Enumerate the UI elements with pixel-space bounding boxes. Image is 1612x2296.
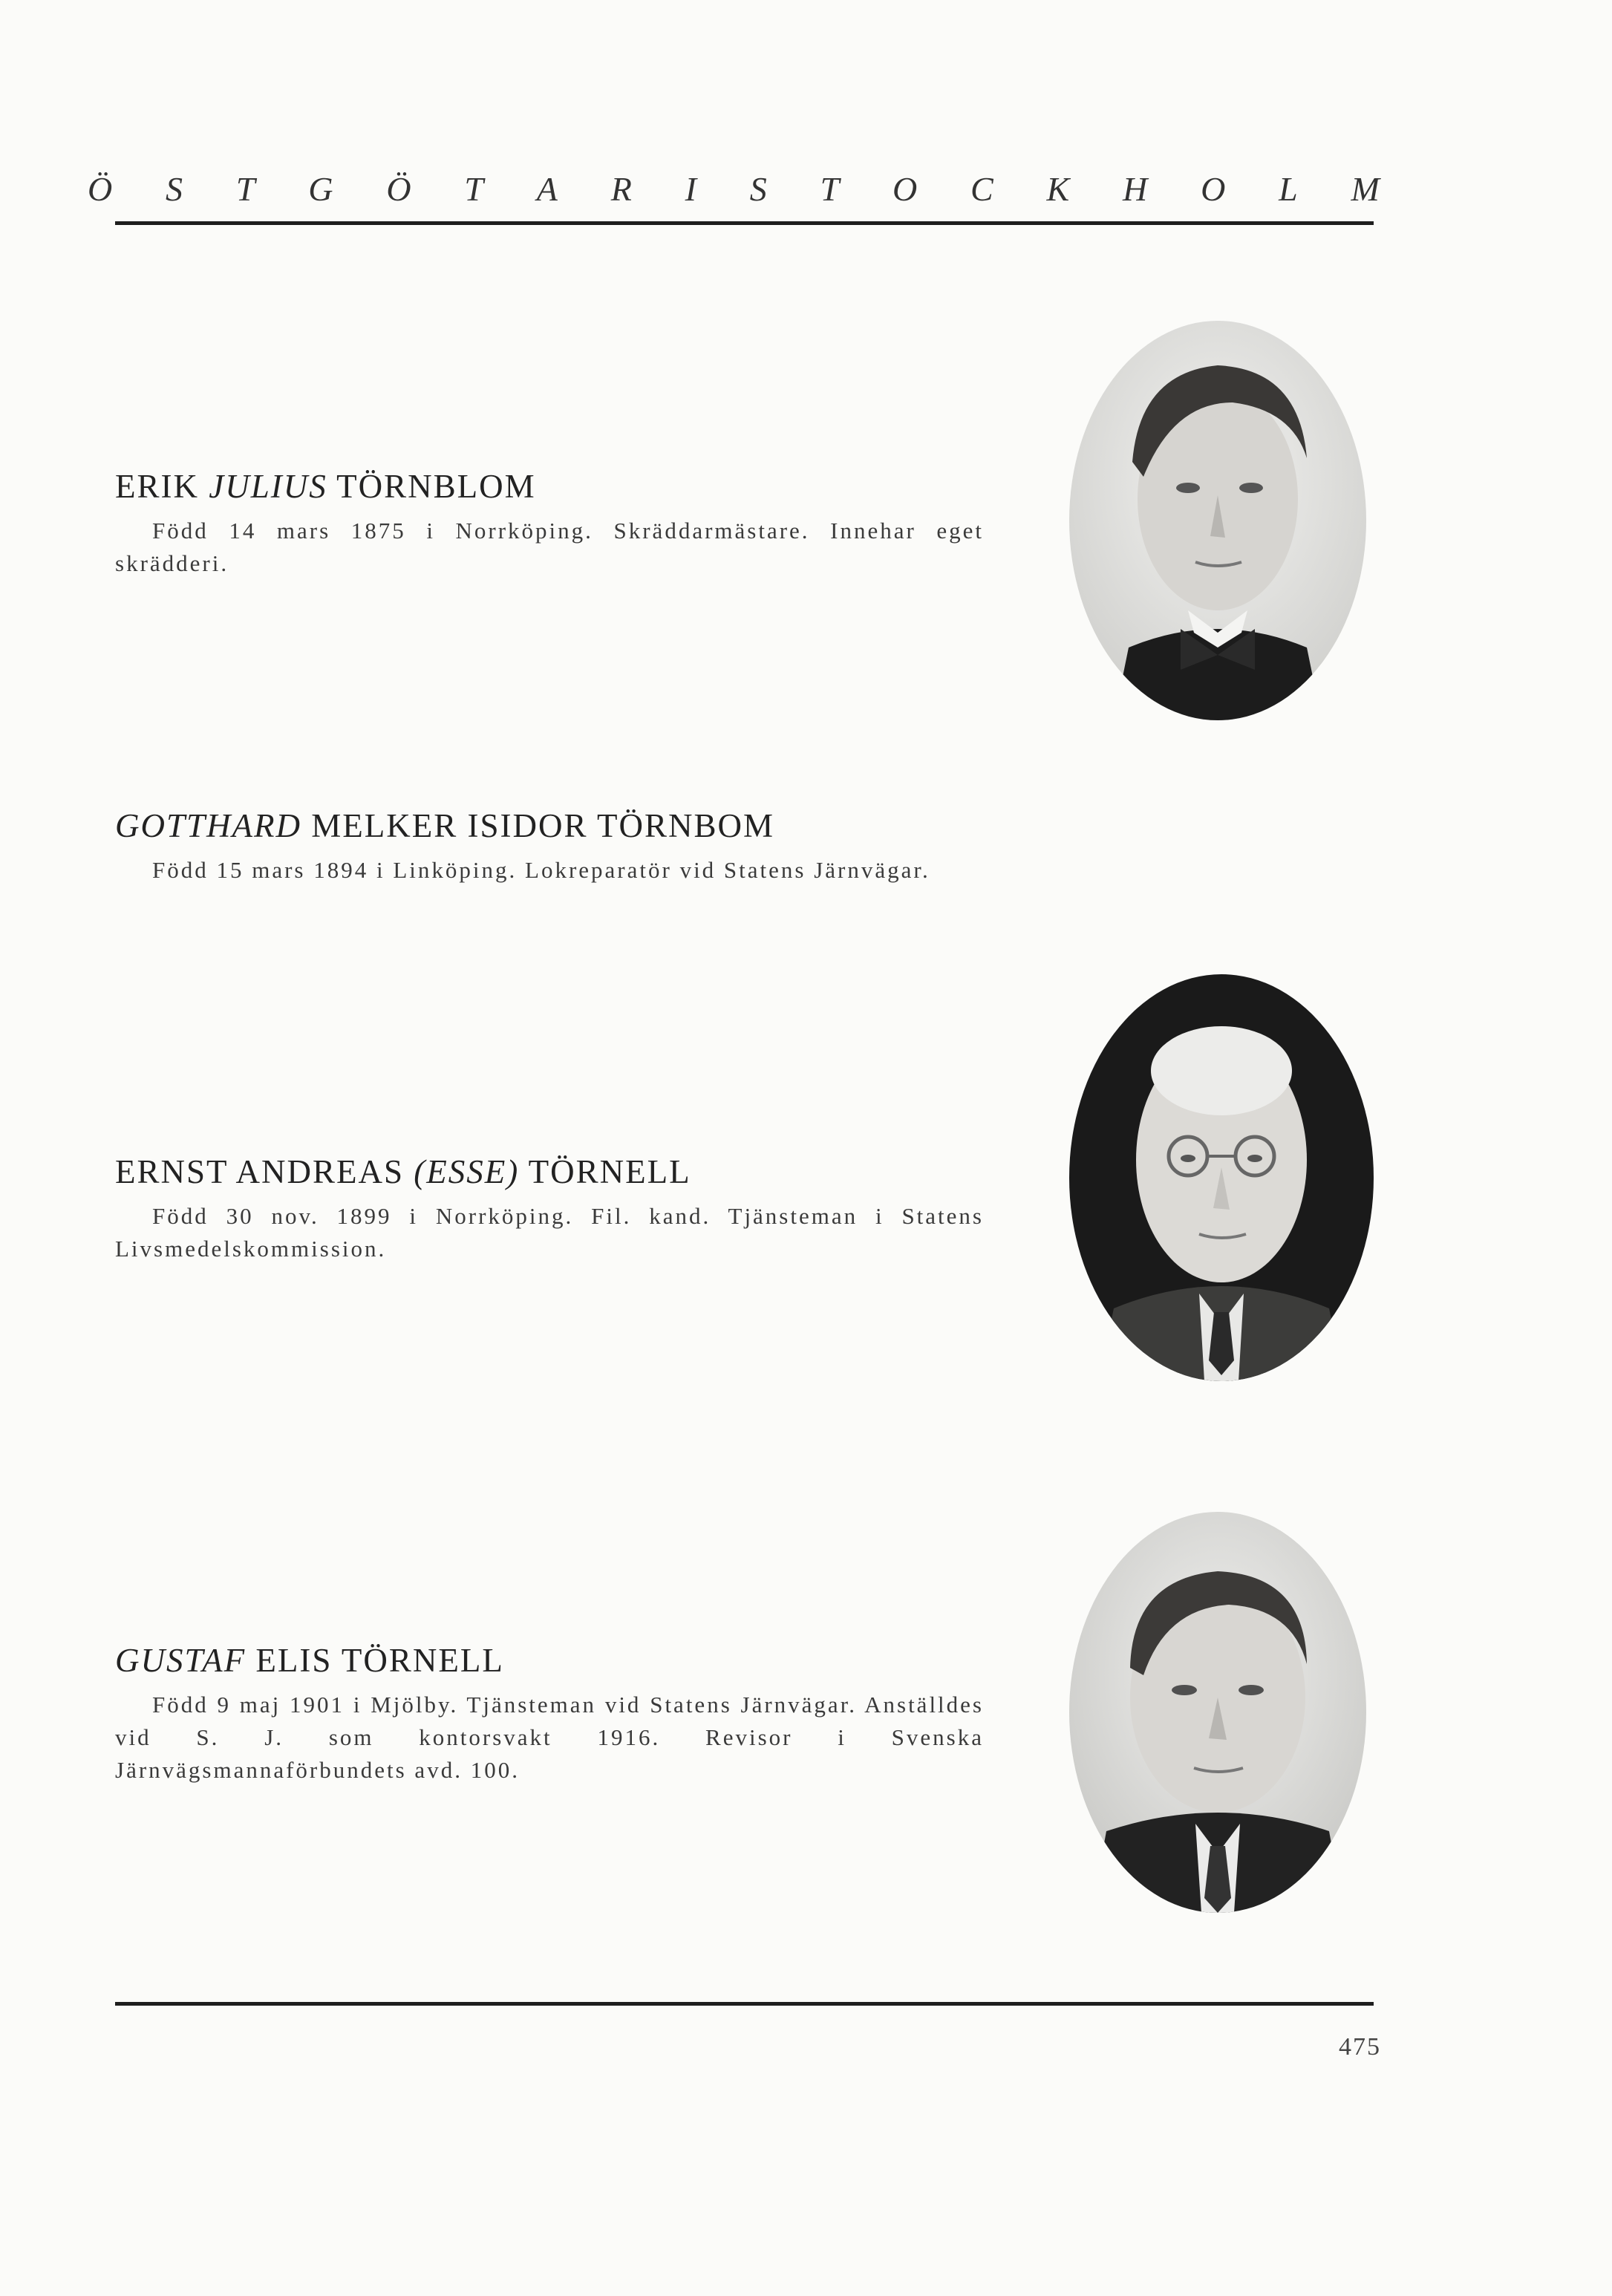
portrait-photo [1069,974,1374,1381]
header-rule [115,221,1374,225]
header-letter: A [536,170,558,208]
portrait-photo [1069,1512,1366,1913]
header-letter: O [1201,170,1226,208]
entry-text: Född 30 nov. 1899 i Norrköping. Fil. kand. Tjänsteman i Statens Livsmedelskommission. [115,1203,984,1262]
header-letter: L [1279,170,1298,208]
entry-text: Född 9 maj 1901 i Mjölby. Tjänsteman vid Statens Järnvägar. Anställdes vid S. J. som kontorsvakt 1916. Revisor i Svenska Järnvägsmannaförbundets avd. 100. [115,1692,984,1783]
running-header [88,169,1380,209]
name-part: ERNST ANDREAS [115,1153,414,1190]
header-letter: M [1351,170,1380,208]
name-part: ERIK [115,468,209,505]
header-letter: R [610,170,632,208]
header-letter: T [820,170,840,208]
portrait-photo [1069,321,1366,720]
header-letter: O [892,170,918,208]
footer-rule [115,2002,1374,2006]
entry-name [115,1638,984,1683]
entry-name [115,1149,984,1194]
header-letter: T [464,170,483,208]
header-letter: Ö [88,170,113,208]
header-letter: I [685,170,696,208]
biography-entry [115,1638,984,1787]
entry-name [115,464,984,509]
name-part-italic: JULIUS [209,468,327,505]
header-letter: H [1123,170,1148,208]
name-part-italic: (ESSE) [414,1153,520,1190]
page-number: 475 [1339,2033,1381,2061]
biography-entry [115,1149,984,1265]
header-letter: G [308,170,333,208]
name-part: MELKER ISIDOR TÖRNBOM [301,807,774,844]
header-letter: K [1046,170,1070,208]
header-letter: S [749,170,767,208]
header-letter: S [166,170,183,208]
biography-entry [115,803,1080,887]
header-letter: C [970,170,993,208]
entry-name [115,803,1080,848]
name-part: ELIS TÖRNELL [246,1642,504,1679]
entry-text: Född 15 mars 1894 i Linköping. Lokreparatör vid Statens Järnvägar. [152,857,930,883]
name-part: TÖRNELL [519,1153,691,1190]
header-letter: Ö [386,170,411,208]
name-part-italic: GOTTHARD [115,807,302,844]
biography-entry [115,464,984,580]
name-part: TÖRNBLOM [327,468,536,505]
entry-text: Född 14 mars 1875 i Norrköping. Skräddarmästare. Innehar eget skrädderi. [115,518,984,576]
name-part-italic: GUSTAF [115,1642,247,1679]
header-letter: T [235,170,255,208]
